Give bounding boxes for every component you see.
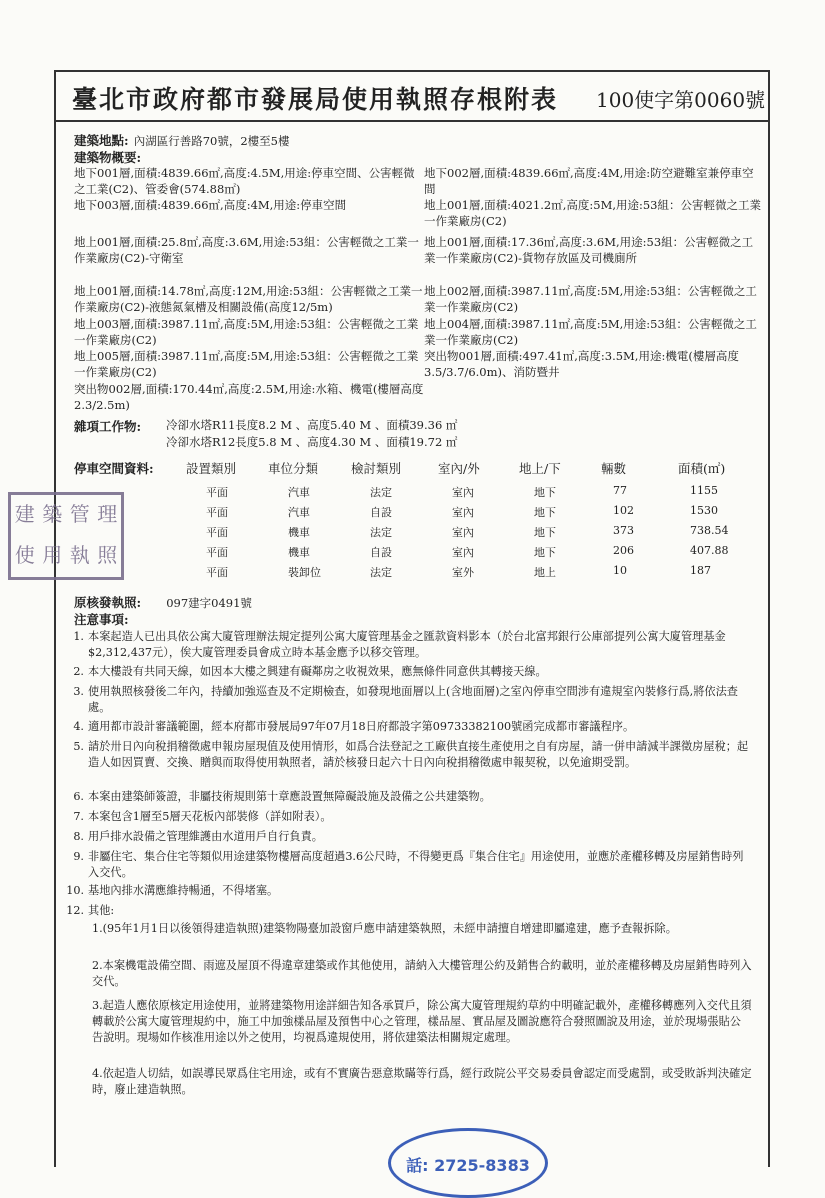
- note-number: 6.: [73, 790, 84, 803]
- title-row: [56, 72, 768, 122]
- table-cell: 1530: [690, 504, 718, 517]
- table-cell: 機車: [288, 546, 310, 559]
- note-item: [73, 789, 753, 805]
- table-cell: 裝卸位: [288, 566, 321, 579]
- note-item: [73, 809, 753, 825]
- floor-item: 地上004層,面積:3987.11㎡,高度:5M,用途:53組：公害輕微之工業一作業廠房(C2): [424, 317, 757, 347]
- note-text: 適用都市設計審議範圍，經本府都市發展局97年07月18日府都設字第09733382100號函完成都市審議程序。: [88, 720, 635, 733]
- parking-col-header: 輛數: [601, 461, 627, 476]
- note-item: [66, 903, 753, 919]
- stamp-char: 建: [14, 502, 35, 526]
- floor-item: 地下003層,面積:4839.66㎡,高度:4M,用途:停車空間: [74, 198, 347, 212]
- floor-item: 地上001層,面積:4021.2㎡,高度:5M,用途:53組：公害輕微之工業一作業廠房(C2): [424, 198, 762, 228]
- parking-col-header: 面積(㎡): [678, 461, 726, 476]
- table-cell: 法定: [370, 486, 392, 499]
- table-cell: 738.54: [690, 524, 729, 537]
- table-cell: 187: [690, 564, 711, 577]
- table-cell: 自設: [370, 506, 392, 519]
- note-number: 1.: [73, 630, 84, 643]
- note-item: [73, 684, 753, 716]
- official-stamp: [8, 492, 124, 580]
- location-value: 內湖區行善路70號，2樓至5樓: [133, 134, 290, 148]
- table-cell: 373: [613, 524, 634, 537]
- table-cell: 平面: [206, 526, 228, 539]
- other-item: 3.起造人應依原核定用途使用，並將建築物用途詳細告知各承買戶，除公寓大廈管理規約草約中明確記載外，產權移轉應列入交代且須轉載於公寓大廈管理規約中，施工中加強樣品屋及預售中心之管理，樣品屋、實品屋及圖說應符合發照圖說及用途，並於現場張貼公告說明。現場如作核准用途以外之使用，均視爲違規使用，將依建築法相關規定處理。: [92, 999, 752, 1044]
- table-cell: 平面: [206, 486, 228, 499]
- table-cell: 平面: [206, 546, 228, 559]
- stamp-char: 管: [69, 502, 90, 526]
- table-cell: 法定: [370, 526, 392, 539]
- stamp-char: 築: [42, 502, 63, 526]
- original-permit-row: [74, 592, 252, 611]
- table-cell: 地下: [534, 486, 556, 499]
- floor-item: 地上003層,面積:3987.11㎡,高度:5M,用途:53組：公害輕微之工業一作業廠房(C2): [74, 317, 419, 347]
- parking-col-header: 車位分類: [268, 461, 319, 476]
- table-cell: 法定: [370, 566, 392, 579]
- table-cell: 室內: [452, 546, 474, 559]
- table-cell: 地下: [534, 506, 556, 519]
- note-text: 非屬住宅、集合住宅等類似用途建築物樓層高度超過3.6公尺時，不得變更爲『集合住宅』用途使用，並應於產權移轉及房屋銷售時列入交代。: [88, 850, 744, 879]
- note-number: 8.: [73, 830, 84, 843]
- table-cell: 地下: [534, 526, 556, 539]
- table-cell: 10: [613, 564, 627, 577]
- table-cell: 地上: [534, 566, 556, 579]
- table-cell: 地下: [534, 546, 556, 559]
- table-cell: 室內: [452, 526, 474, 539]
- stamp-char: 使: [14, 543, 35, 567]
- table-cell: 77: [613, 484, 627, 497]
- note-number: 4.: [73, 720, 84, 733]
- note-item: [66, 883, 753, 899]
- seal-text: 話: 2725-8383: [406, 1156, 530, 1175]
- parking-col-header: 檢討類別: [351, 461, 402, 476]
- note-text: 用戶排水設備之管理維護由水道用戶自行負責。: [88, 830, 323, 843]
- parking-label: 停車空間資料:: [74, 461, 154, 476]
- floor-item: 地上005層,面積:3987.11㎡,高度:5M,用途:53組：公害輕微之工業一作業廠房(C2): [74, 349, 419, 379]
- note-text: 基地內排水溝應維持暢通，不得堵塞。: [88, 884, 279, 897]
- note-item: [73, 664, 753, 680]
- stamp-char: 執: [69, 543, 90, 567]
- note-number: 3.: [73, 685, 84, 698]
- table-cell: 平面: [206, 566, 228, 579]
- notes-label: 注意事項:: [74, 612, 129, 627]
- table-cell: 室內: [452, 506, 474, 519]
- phone-seal: [388, 1128, 548, 1198]
- table-cell: 機車: [288, 526, 310, 539]
- floor-item: 地下002層,面積:4839.66㎡,高度:4M,用途:防空避難室兼停車空間: [424, 166, 754, 196]
- note-text: 本案包含1層至5層天花板內部裝修（詳如附表）。: [88, 810, 332, 823]
- permit-sheet: [54, 70, 770, 1167]
- note-number: 2.: [73, 665, 84, 678]
- table-cell: 自設: [370, 546, 392, 559]
- misc-line: 冷卻水塔R11長度8.2 M 、高度5.40 M 、面積39.36 ㎡: [166, 418, 458, 432]
- note-text: 本案由建築師簽證，非屬技術規則第十章應設置無障礙設施及設備之公共建築物。: [88, 790, 491, 803]
- note-text: 請於卅日內向稅捐稽徵處申報房屋現值及使用情形，如爲合法登記之工廠供直接生產使用之自有房屋，請一併申請減半課徵房屋稅；起造人如因買賣、交換、贈與而取得使用執照者，請於核發日起六十日內向稅捐稽徵處申報契稅，以免逾期受罰。: [88, 740, 749, 769]
- table-cell: 1155: [690, 484, 718, 497]
- table-cell: 平面: [206, 506, 228, 519]
- note-number: 5.: [73, 740, 84, 753]
- stamp-char: 用: [42, 543, 63, 567]
- permit-number: 100使字第0060號: [596, 88, 766, 112]
- original-permit-label: 原核發執照:: [74, 595, 142, 610]
- note-text: 使用執照核發後二年內，持續加強巡查及不定期檢查，如發現地面層以上(含地面層)之室內停車空間涉有違規室內裝修行爲,將依法查處。: [88, 685, 738, 714]
- note-text: 其他:: [88, 904, 115, 917]
- table-cell: 102: [613, 504, 634, 517]
- floor-item: 突出物002層,面積:170.44㎡,高度:2.5M,用途:水箱、機電(樓層高度2.3/2.5m): [74, 382, 424, 412]
- note-item: [73, 829, 753, 845]
- note-number: 10.: [66, 884, 84, 897]
- note-item: [73, 849, 753, 881]
- floor-item: 地上001層,面積:14.78㎡,高度:12M,用途:53組：公害輕微之工業一作業廠房(C2)-液態氮氣槽及相關設備(高度12/5m): [74, 284, 423, 314]
- overview-label: 建築物概要:: [74, 150, 142, 165]
- note-number: 7.: [73, 810, 84, 823]
- location-row: [74, 130, 289, 149]
- note-item: [73, 629, 753, 661]
- floor-item: 突出物001層,面積:497.41㎡,高度:3.5M,用途:機電(樓層高度3.5/3.7/6.0m)、消防暨井: [424, 349, 739, 379]
- stamp-char: 理: [97, 502, 118, 526]
- misc-line: 冷卻水塔R12長度5.8 M 、高度4.30 M 、面積19.72 ㎡: [166, 435, 458, 449]
- note-number: 12.: [66, 904, 84, 917]
- note-text: 本大樓設有共同天線，如因本大樓之興建有礙鄰房之收視效果，應無條件同意供其轉接天線。: [88, 665, 547, 678]
- note-number: 9.: [73, 850, 84, 863]
- parking-col-header: 室內/外: [438, 461, 480, 476]
- stamp-char: 照: [97, 543, 118, 567]
- parking-col-header: 地上/下: [519, 461, 561, 476]
- other-item: 1.(95年1月1日以後領得建造執照)建築物陽臺加設窗戶應申請建築執照，未經申請擅自增建即屬違建，應予查報拆除。: [92, 922, 677, 935]
- other-item: 2.本案機電設備空間、雨遮及屋頂不得違章建築或作其他使用，請納入大樓管理公約及銷售合約載明，並於產權移轉及房屋銷售時列入交代。: [92, 959, 752, 988]
- floor-item: 地下001層,面積:4839.66㎡,高度:4.5M,用途:停車空間、公害輕微之工業(C2)、管委會(574.88㎡): [74, 166, 415, 196]
- table-cell: 汽車: [288, 506, 310, 519]
- location-label: 建築地點:: [74, 133, 129, 148]
- note-text: 本案起造人已出具依公寓大廈管理辦法規定提列公寓大廈管理基金之匯款資料影本（於台北富邦銀行公庫部提列公寓大廈管理基金$2,312,437元），俟大廈管理委員會成立時本基金應予以移交管理。: [88, 630, 726, 659]
- floor-item: 地上002層,面積:3987.11㎡,高度:5M,用途:53組：公害輕微之工業一作業廠房(C2): [424, 284, 757, 314]
- misc-label: 雜項工作物:: [74, 419, 142, 434]
- table-cell: 室內: [452, 486, 474, 499]
- parking-col-header: 設置類別: [186, 461, 237, 476]
- other-item: 4.依起造人切結，如誤導民眾爲住宅用途，或有不實廣告惡意欺瞞等行爲，經行政院公平交易委員會認定而受處罰，或受敗訴判決確定時，廢止建造執照。: [92, 1067, 752, 1096]
- table-cell: 407.88: [690, 544, 729, 557]
- note-item: [73, 719, 753, 735]
- table-cell: 206: [613, 544, 634, 557]
- floor-item: 地上001層,面積:25.8㎡,高度:3.6M,用途:53組：公害輕微之工業一作業廠房(C2)-守衛室: [74, 235, 419, 265]
- floor-item: 地上001層,面積:17.36㎡,高度:3.6M,用途:53組：公害輕微之工業一作業廠房(C2)-貨物存放區及司機廁所: [424, 235, 754, 265]
- table-cell: 汽車: [288, 486, 310, 499]
- table-cell: 室外: [452, 566, 474, 579]
- document-title: 臺北市政府都市發展局使用執照存根附表: [72, 85, 559, 114]
- original-permit-value: 097建字0491號: [166, 596, 252, 610]
- note-item: [73, 739, 753, 771]
